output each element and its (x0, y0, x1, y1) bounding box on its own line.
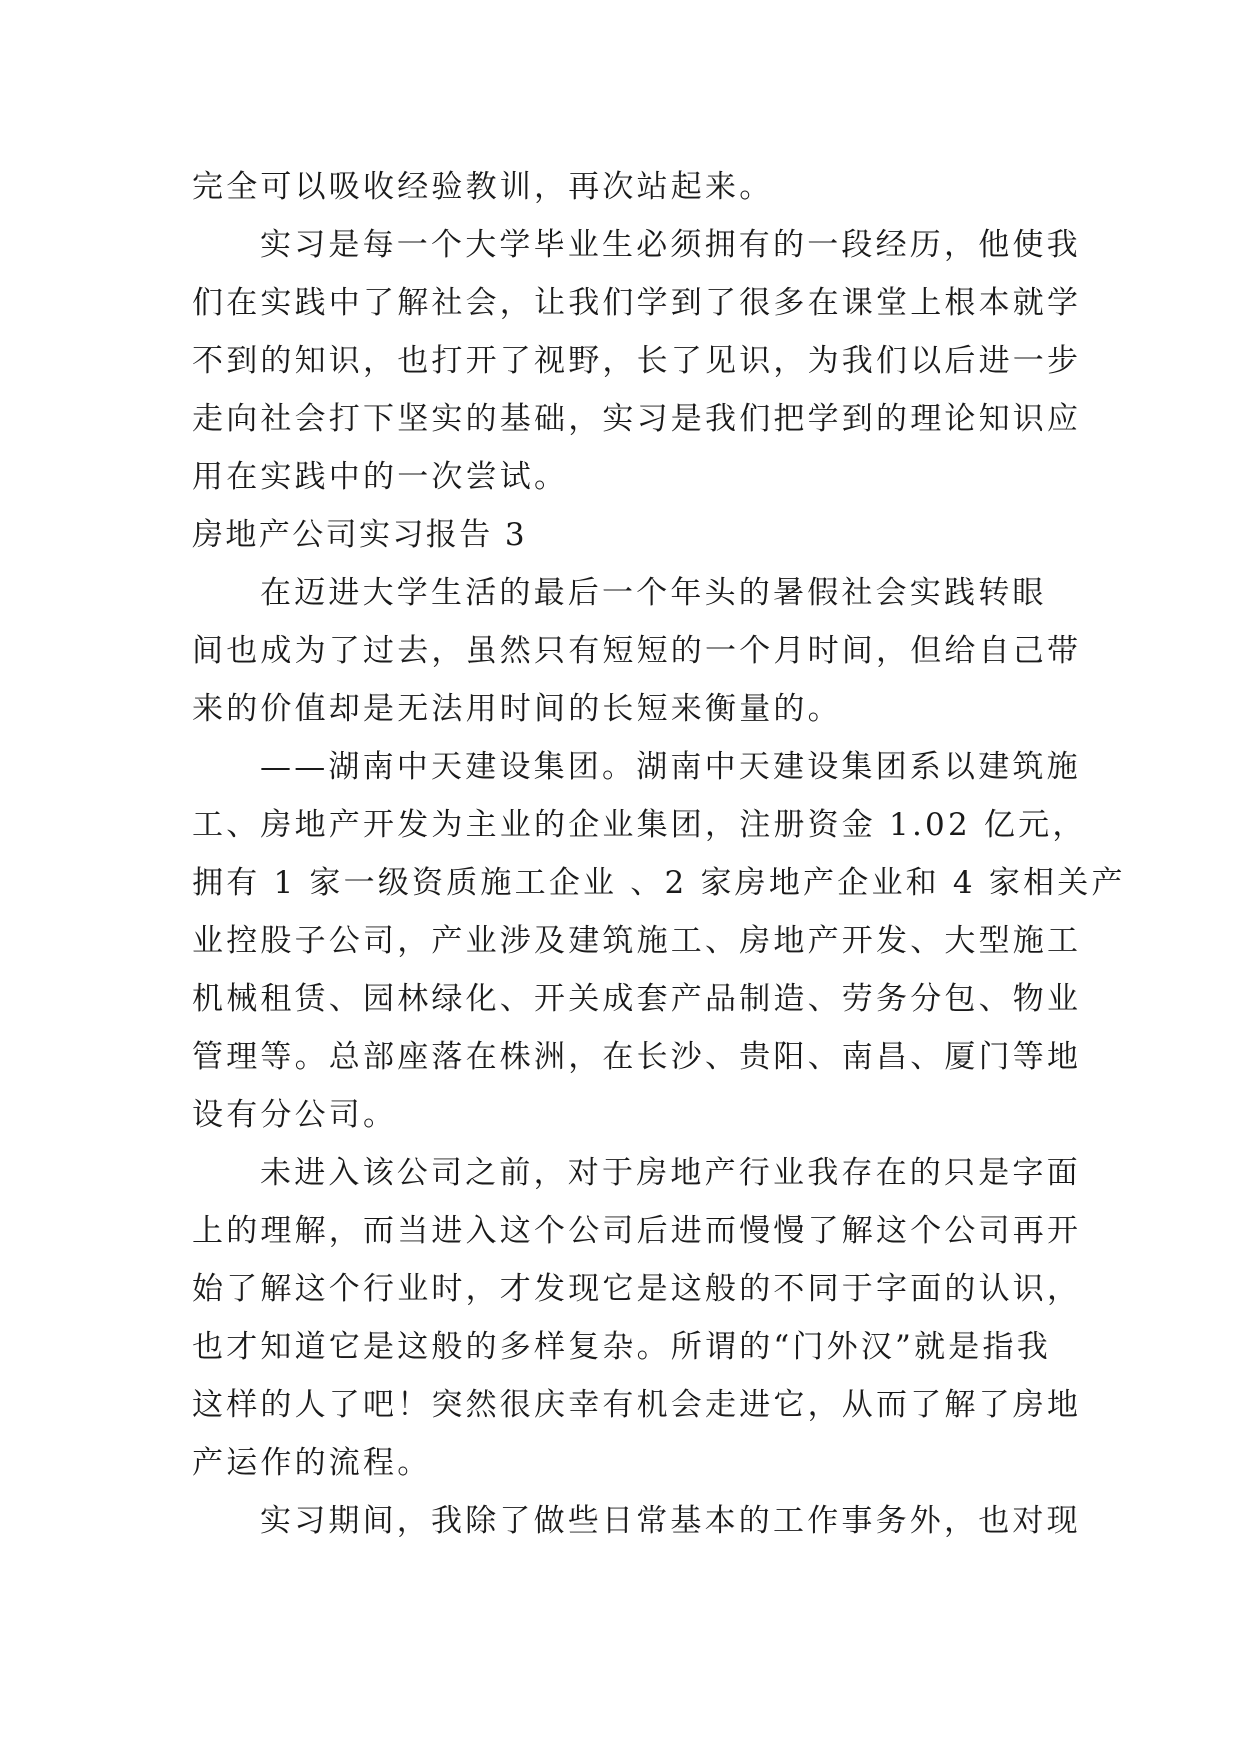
section-heading: 房地产公司实习报告 3 (192, 517, 527, 553)
text-line: 这样的人了吧！突然很庆幸有机会走进它，从而了解了房地 (192, 1387, 1082, 1423)
text-line: 工、房地产开发为主业的企业集团，注册资金 1.02 亿元， (192, 807, 1087, 843)
paragraph-start: 在迈进大学生活的最后一个年头的暑假社会实践转眼 (260, 575, 1047, 611)
text-line: 产运作的流程。 (192, 1445, 432, 1481)
text-line: 走向社会打下坚实的基础，实习是我们把学到的理论知识应 (192, 401, 1082, 437)
text-line: 们在实践中了解社会，让我们学到了很多在课堂上根本就学 (192, 285, 1082, 321)
text-line: 间也成为了过去，虽然只有短短的一个月时间，但给自己带 (192, 633, 1082, 669)
document-body (192, 158, 1126, 1550)
text-line: 管理等。总部座落在株洲，在长沙、贵阳、南昌、厦门等地 (192, 1039, 1082, 1075)
paragraph-start: 实习是每一个大学毕业生必须拥有的一段经历，他使我 (260, 227, 1081, 263)
text-line: 也才知道它是这般的多样复杂。所谓的“门外汉”就是指我 (192, 1329, 1051, 1365)
text-line: 上的理解，而当进入这个公司后进而慢慢了解这个公司再开 (192, 1213, 1082, 1249)
paragraph-start: ——湖南中天建设集团。湖南中天建设集团系以建筑施 (260, 749, 1081, 785)
text-line: 拥有 1 家一级资质施工企业 、2 家房地产企业和 4 家相关产 (192, 865, 1126, 901)
paragraph-start: 未进入该公司之前，对于房地产行业我存在的只是字面 (260, 1155, 1081, 1191)
text-line: 业控股子公司，产业涉及建筑施工、房地产开发、大型施工 (192, 923, 1082, 959)
paragraph-start: 实习期间，我除了做些日常基本的工作事务外，也对现 (260, 1503, 1081, 1539)
text-line: 完全可以吸收经验教训，再次站起来。 (192, 169, 774, 205)
text-line: 机械租赁、园林绿化、开关成套产品制造、劳务分包、物业 (192, 981, 1082, 1017)
text-line: 设有分公司。 (192, 1097, 398, 1133)
text-line: 不到的知识，也打开了视野，长了见识，为我们以后进一步 (192, 343, 1082, 379)
text-line: 始了解这个行业时，才发现它是这般的不同于字面的认识， (192, 1271, 1082, 1307)
text-line: 来的价值却是无法用时间的长短来衡量的。 (192, 691, 842, 727)
text-line: 用在实践中的一次尝试。 (192, 459, 569, 495)
